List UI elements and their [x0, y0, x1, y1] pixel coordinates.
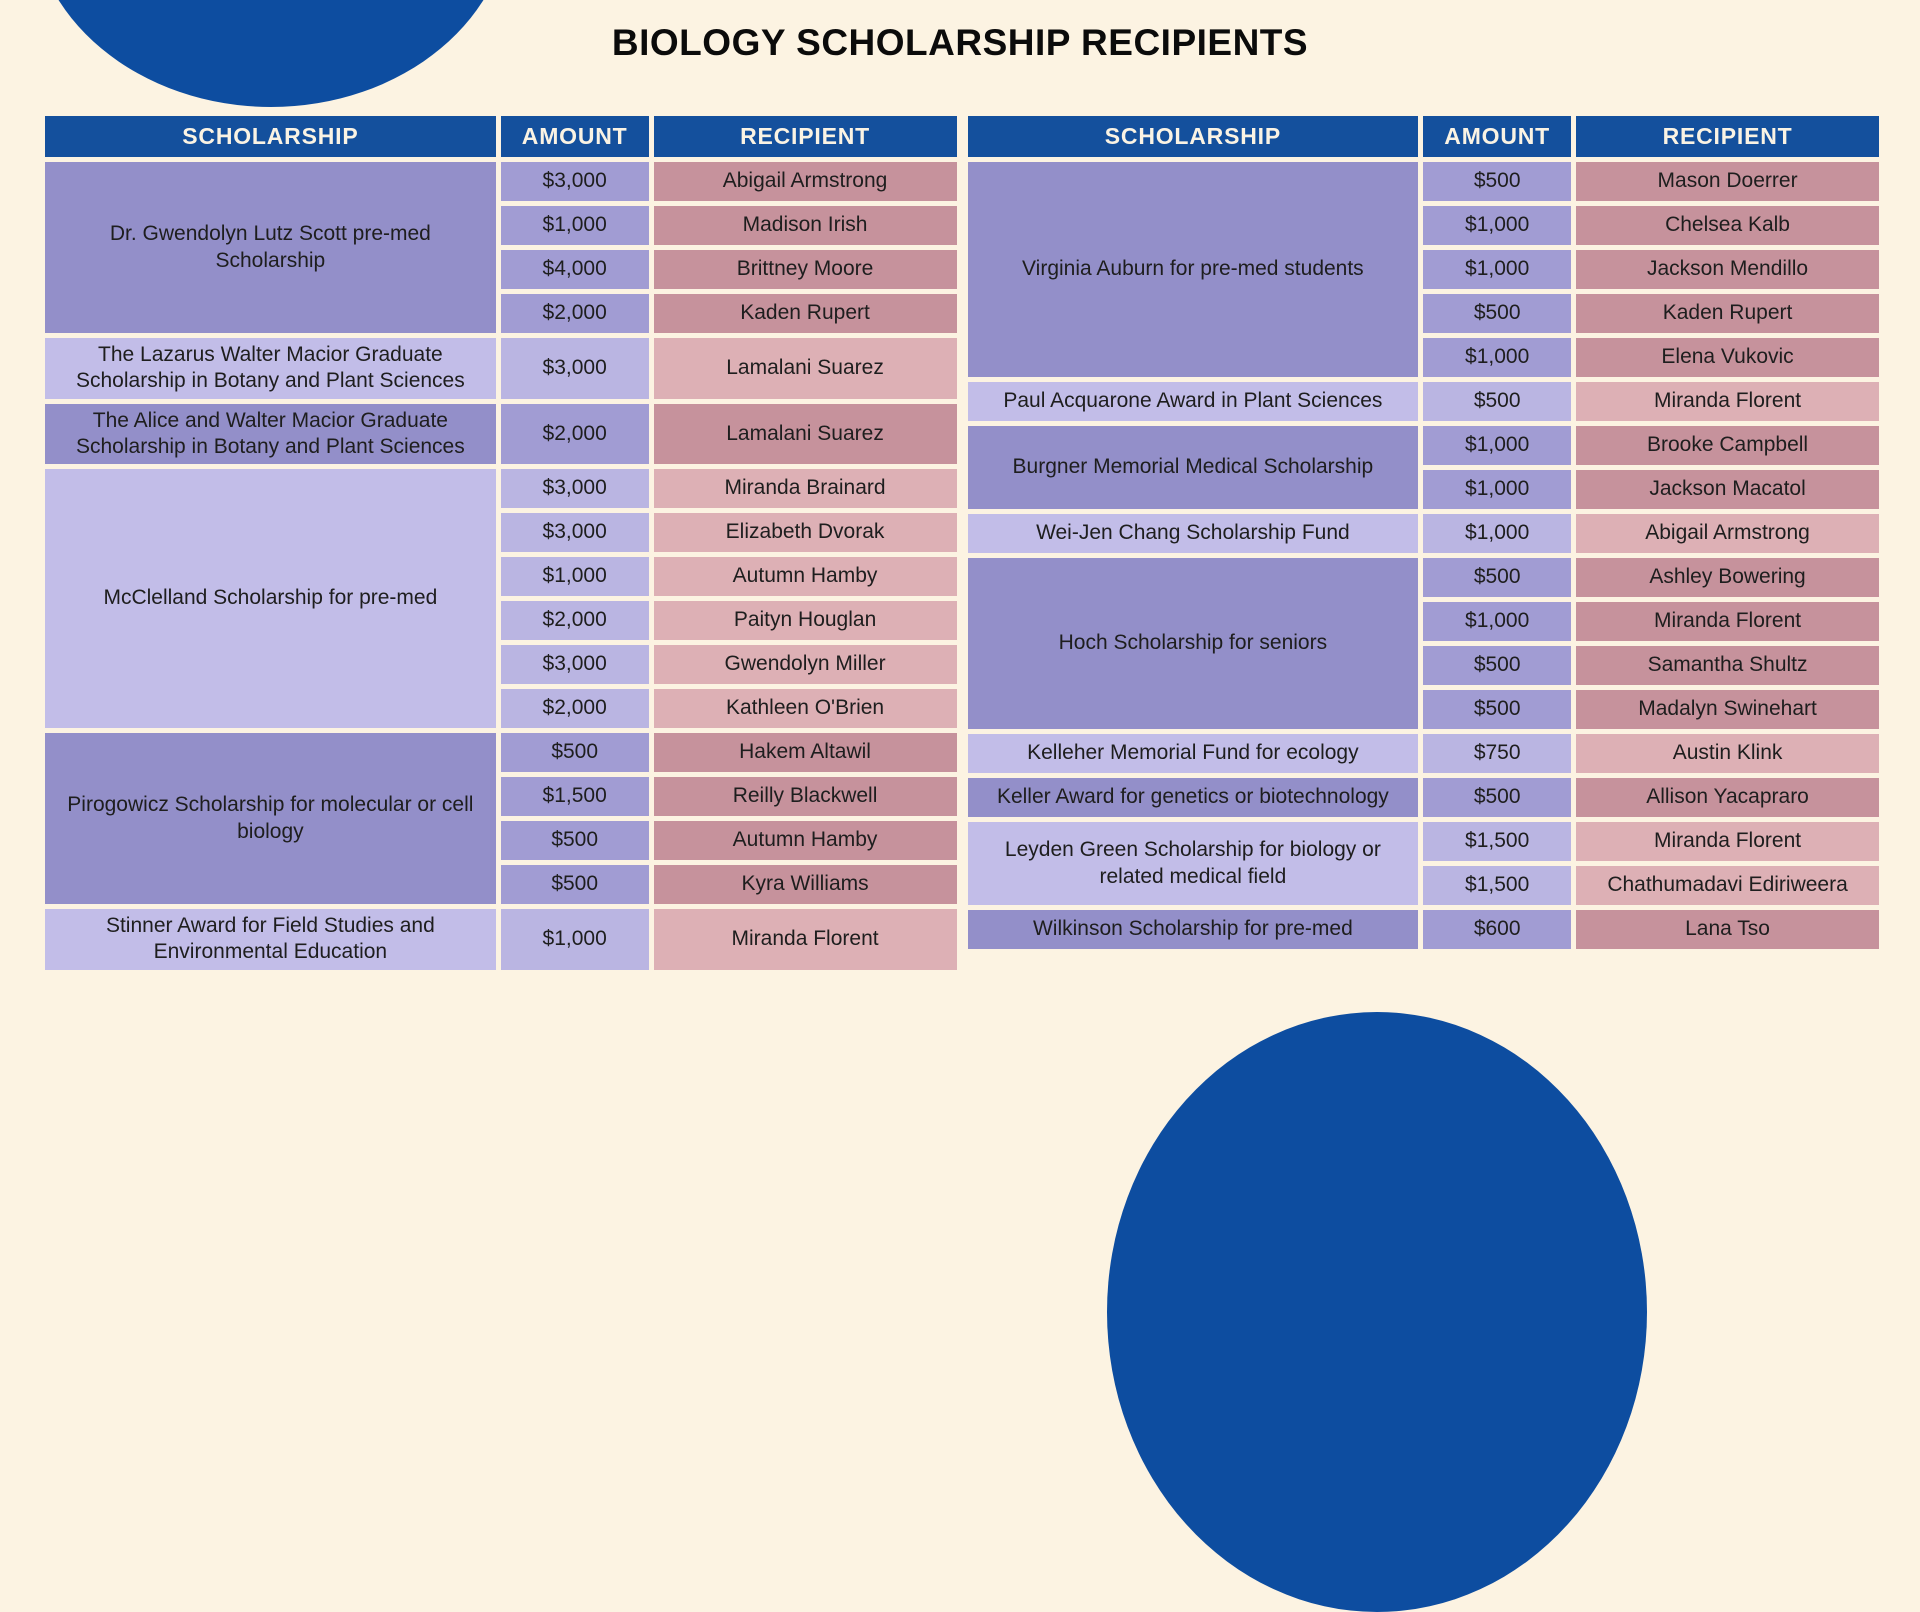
scholarship-name-cell: The Lazarus Walter Macior Graduate Scholarship in Botany and Plant Sciences	[45, 338, 496, 399]
recipient-cell: Kaden Rupert	[1576, 294, 1879, 333]
scholarship-name-cell: Hoch Scholarship for seniors	[968, 558, 1419, 729]
scholarship-name-cell: McClelland Scholarship for pre-med	[45, 469, 496, 728]
recipient-cell: Lamalani Suarez	[654, 338, 957, 399]
amount-cell: $1,000	[501, 206, 649, 245]
scholarship-name-cell: Leyden Green Scholarship for biology or related medical field	[968, 822, 1419, 905]
amount-cell: $1,500	[1423, 822, 1571, 861]
recipient-cell: Jackson Mendillo	[1576, 250, 1879, 289]
recipient-cell: Autumn Hamby	[654, 821, 957, 860]
amount-cell: $1,000	[1423, 514, 1571, 553]
amount-cell: $1,000	[1423, 426, 1571, 465]
recipient-cell: Elena Vukovic	[1576, 338, 1879, 377]
amount-cell: $3,000	[501, 469, 649, 508]
award-row	[45, 909, 957, 970]
recipient-cell: Samantha Shultz	[1576, 646, 1879, 685]
award-row	[968, 822, 1880, 861]
recipient-cell: Kaden Rupert	[654, 294, 957, 333]
scholarship-name-cell: Wei-Jen Chang Scholarship Fund	[968, 514, 1419, 553]
award-row	[968, 382, 1880, 421]
award-row	[45, 469, 957, 508]
amount-cell: $500	[1423, 778, 1571, 817]
award-row	[968, 558, 1880, 597]
scholarship-name-cell: Burgner Memorial Medical Scholarship	[968, 426, 1419, 509]
scholarship-name-cell: Paul Acquarone Award in Plant Sciences	[968, 382, 1419, 421]
recipient-cell: Kyra Williams	[654, 865, 957, 904]
column-header-scholarship: SCHOLARSHIP	[968, 116, 1419, 157]
amount-cell: $500	[501, 865, 649, 904]
award-row	[968, 514, 1880, 553]
column-header-recipient: RECIPIENT	[1576, 116, 1879, 157]
award-row	[45, 733, 957, 772]
amount-cell: $500	[1423, 382, 1571, 421]
amount-cell: $1,000	[501, 909, 649, 970]
recipient-cell: Elizabeth Dvorak	[654, 513, 957, 552]
scholarship-name-cell: Pirogowicz Scholarship for molecular or cell biology	[45, 733, 496, 904]
recipient-cell: Miranda Florent	[1576, 822, 1879, 861]
recipient-cell: Lana Tso	[1576, 910, 1879, 949]
recipient-cell: Ashley Bowering	[1576, 558, 1879, 597]
scholarship-name-cell: Kelleher Memorial Fund for ecology	[968, 734, 1419, 773]
recipient-cell: Brittney Moore	[654, 250, 957, 289]
amount-cell: $4,000	[501, 250, 649, 289]
scholarship-table	[963, 111, 1885, 954]
recipient-cell: Paityn Houglan	[654, 601, 957, 640]
scholarship-name-cell: Virginia Auburn for pre-med students	[968, 162, 1419, 377]
amount-cell: $1,000	[1423, 206, 1571, 245]
recipient-cell: Miranda Brainard	[654, 469, 957, 508]
column-header-amount: AMOUNT	[501, 116, 649, 157]
scholarship-name-cell: Stinner Award for Field Studies and Environmental Education	[45, 909, 496, 970]
amount-cell: $1,500	[1423, 866, 1571, 905]
award-row	[968, 734, 1880, 773]
amount-cell: $1,000	[1423, 602, 1571, 641]
column-header-recipient: RECIPIENT	[654, 116, 957, 157]
amount-cell: $600	[1423, 910, 1571, 949]
amount-cell: $2,000	[501, 294, 649, 333]
award-row	[45, 162, 957, 201]
amount-cell: $3,000	[501, 162, 649, 201]
recipient-cell: Reilly Blackwell	[654, 777, 957, 816]
scholarship-name-cell: The Alice and Walter Macior Graduate Scholarship in Botany and Plant Sciences	[45, 404, 496, 465]
amount-cell: $1,000	[1423, 470, 1571, 509]
recipient-cell: Kathleen O'Brien	[654, 689, 957, 728]
recipient-cell: Hakem Altawil	[654, 733, 957, 772]
header-row	[968, 116, 1880, 157]
award-row	[968, 162, 1880, 201]
page-title: BIOLOGY SCHOLARSHIP RECIPIENTS	[611, 22, 1309, 63]
amount-cell: $500	[1423, 690, 1571, 729]
scholarship-name-cell: Dr. Gwendolyn Lutz Scott pre-med Scholarship	[45, 162, 496, 333]
amount-cell: $500	[1423, 558, 1571, 597]
recipient-cell: Autumn Hamby	[654, 557, 957, 596]
decorative-blob-bottom-right	[1107, 1012, 1647, 1612]
recipient-cell: Chathumadavi Ediriweera	[1576, 866, 1879, 905]
scholarship-table-right	[963, 111, 1885, 954]
amount-cell: $500	[1423, 646, 1571, 685]
amount-cell: $500	[1423, 162, 1571, 201]
amount-cell: $1,000	[1423, 250, 1571, 289]
amount-cell: $3,000	[501, 338, 649, 399]
recipient-cell: Gwendolyn Miller	[654, 645, 957, 684]
recipient-cell: Jackson Macatol	[1576, 470, 1879, 509]
amount-cell: $3,000	[501, 513, 649, 552]
amount-cell: $1,000	[1423, 338, 1571, 377]
award-row	[968, 426, 1880, 465]
amount-cell: $3,000	[501, 645, 649, 684]
amount-cell: $750	[1423, 734, 1571, 773]
award-row	[968, 910, 1880, 949]
amount-cell: $1,500	[501, 777, 649, 816]
amount-cell: $500	[501, 733, 649, 772]
scholarship-name-cell: Wilkinson Scholarship for pre-med	[968, 910, 1419, 949]
recipient-cell: Allison Yacapraro	[1576, 778, 1879, 817]
amount-cell: $500	[1423, 294, 1571, 333]
recipient-cell: Brooke Campbell	[1576, 426, 1879, 465]
column-header-scholarship: SCHOLARSHIP	[45, 116, 496, 157]
recipient-cell: Miranda Florent	[654, 909, 957, 970]
amount-cell: $2,000	[501, 689, 649, 728]
award-row	[45, 404, 957, 465]
amount-cell: $500	[501, 821, 649, 860]
scholarship-tables-container	[0, 111, 1920, 975]
recipient-cell: Austin Klink	[1576, 734, 1879, 773]
amount-cell: $2,000	[501, 404, 649, 465]
recipient-cell: Abigail Armstrong	[1576, 514, 1879, 553]
recipient-cell: Mason Doerrer	[1576, 162, 1879, 201]
recipient-cell: Miranda Florent	[1576, 602, 1879, 641]
recipient-cell: Abigail Armstrong	[654, 162, 957, 201]
recipient-cell: Madalyn Swinehart	[1576, 690, 1879, 729]
scholarship-table	[40, 111, 962, 975]
award-row	[968, 778, 1880, 817]
recipient-cell: Chelsea Kalb	[1576, 206, 1879, 245]
recipient-cell: Lamalani Suarez	[654, 404, 957, 465]
scholarship-name-cell: Keller Award for genetics or biotechnology	[968, 778, 1419, 817]
header-row	[45, 116, 957, 157]
amount-cell: $2,000	[501, 601, 649, 640]
scholarship-table-left	[40, 111, 962, 975]
recipient-cell: Miranda Florent	[1576, 382, 1879, 421]
recipient-cell: Madison Irish	[654, 206, 957, 245]
amount-cell: $1,000	[501, 557, 649, 596]
column-header-amount: AMOUNT	[1423, 116, 1571, 157]
award-row	[45, 338, 957, 399]
